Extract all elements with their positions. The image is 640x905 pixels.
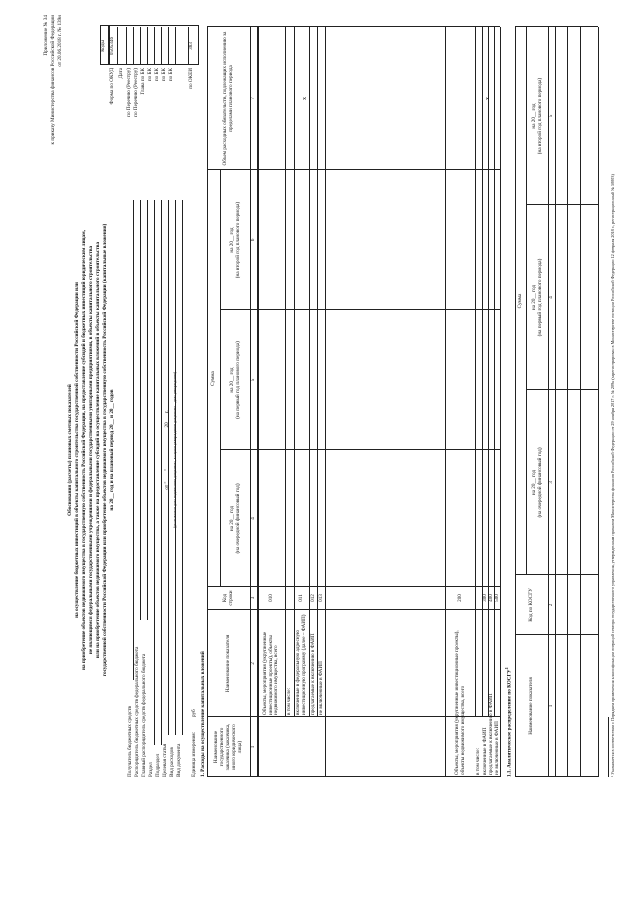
s1-total-including: в том числе: bbox=[475, 747, 482, 775]
s1-row-all-objects: Объекты, мероприятия (укрупненные инвестиционные проекты), объекты недвижимого имущества, всего bbox=[261, 631, 280, 715]
s1-total-all-objects-code: 200 bbox=[456, 594, 463, 602]
codes-form-label: Форма по ОКУД bbox=[109, 68, 115, 105]
s1-colnum-3: 3 bbox=[250, 596, 257, 600]
s1-limits-x-1: х bbox=[302, 97, 309, 100]
s1-row-all-objects-code: 010 bbox=[267, 594, 274, 602]
title-line-3: на приобретение объектов недвижимого имущества в государственную собственность Российской Федерации, на предоставление субсидий и бюджетных инвестиций юридическим лицам, bbox=[81, 230, 87, 670]
section11-title: 1.1. Аналитическое распределение по КОСГУ$^1$ bbox=[504, 667, 513, 777]
s1-head-year3: на 20__ год (на второй год планового периода) bbox=[228, 201, 241, 279]
title-line-2: на осуществление бюджетных инвестиций в объекты капитального строительства государственной собственности Российской Федерации или bbox=[74, 282, 80, 618]
title-line-5: или на приобретение объектов недвижимого имущества, а также на предоставление субсидий на осуществление капитальных вложений в объекты капитального строительства bbox=[95, 241, 101, 659]
s1-head-indicator: Наименование показателя bbox=[225, 634, 232, 693]
s1-head-row-code: Код строки bbox=[222, 590, 234, 606]
s1-head-limits: Объем расходных обязательств, подлежащих исполнению за пределами планового периода bbox=[222, 31, 234, 166]
codes-okei-value: 383 bbox=[188, 42, 194, 50]
field-distributor-label: Распорядитель бюджетных средств федерального бюджета bbox=[134, 646, 140, 777]
s1-total-faip-code: 300 bbox=[481, 594, 488, 602]
field-recipient-label: Получатель бюджетных средств bbox=[127, 706, 133, 777]
s1-head-gov-customer: Наименование государственного заказчика (заказчика, иного юридического лица) bbox=[213, 723, 243, 771]
s1-head-year1: на 20__ год (на очередной финансовый год) bbox=[228, 483, 241, 554]
s11-head-year2: на 20__ год (на первый год планового периода) bbox=[530, 258, 543, 337]
field-units-label: Единица измерения: bbox=[191, 731, 197, 777]
s1-head-year2: на 20__ год (на первый год планового периода) bbox=[228, 341, 241, 419]
s1-row-proposed: предлагаемые к включению в ФАИП bbox=[309, 633, 316, 715]
title-line-4: не являющимся федеральными государственными учреждениями и федеральными государственными унитарными предприятиями, в объекты капитального строительства bbox=[88, 245, 94, 655]
s1-row-not-included-code: 013 bbox=[317, 594, 324, 602]
s11-colnum-3: 3 bbox=[548, 481, 555, 484]
s11-head-kosgu: Код по КОСГУ bbox=[528, 588, 535, 622]
s1-total-not-included: не включенные в ФАИП bbox=[493, 721, 500, 775]
s1-colnum-5: 5 bbox=[250, 378, 257, 382]
footnote: ¹ Указывается в соответствии с Порядком применения классификации операций сектора государственного управления, утвержденным приказом Министерства финансов Российской Федерации от 29 ноября 2017 г. № 209н (зарегистрирован в Министерстве юстиции Российской Федерации 12 февраля 2018 г., регистрационный № 50003) bbox=[610, 174, 615, 777]
s1-row-including: в том числе: bbox=[286, 687, 293, 715]
s11-head-year3: на 20__ год (на второй год планового периода) bbox=[530, 77, 543, 155]
field-units-value: руб bbox=[191, 709, 197, 717]
field-doc-type-label: Вид документа bbox=[176, 743, 182, 777]
s11-colnum-4: 4 bbox=[548, 296, 555, 299]
s1-colnum-4: 4 bbox=[250, 517, 257, 520]
codes-bk3-label: по БК bbox=[161, 68, 167, 82]
s1-row-faip-code: 011 bbox=[298, 594, 305, 602]
field-subsection-label: Подраздел bbox=[155, 753, 161, 777]
appendix-order: к приказу Министерства финансов Российской Федерации bbox=[50, 15, 56, 145]
s1-total-all-objects: Объекты, мероприятия (укрупненные инвестиционные проекты), объекты недвижимого имущества, всего bbox=[453, 630, 466, 775]
field-section-label: Раздел bbox=[148, 762, 154, 777]
title-line-7: на 20__ год и на плановый период 20__ и 20__ годов bbox=[109, 389, 115, 511]
s11-colnum-2: 2 bbox=[548, 603, 555, 607]
codes-bk1-label: по БК bbox=[147, 68, 153, 82]
field-main-distributor-label: Главный распорядитель средств федерального бюджета bbox=[141, 653, 147, 777]
codes-okei-label: по ОКЕИ bbox=[188, 68, 194, 89]
s1-colnum-7: 7 bbox=[250, 97, 257, 100]
s1-total-proposed: предлагаемые к включению в ФАИП bbox=[487, 693, 494, 775]
codes-title: Коды bbox=[100, 40, 106, 52]
s1-colnum-2: 2 bbox=[250, 662, 257, 665]
appendix-number: Приложение № 34 bbox=[43, 15, 49, 56]
s11-head-sum: Сумма bbox=[517, 293, 524, 309]
section11-title-sup: 1 bbox=[504, 667, 509, 670]
field-target-article-label: Целевая статья bbox=[162, 743, 168, 777]
codes-reestr2-label: по Перечню (Реестру) bbox=[133, 68, 139, 117]
codes-bk2-label: по БК bbox=[154, 68, 160, 82]
s11-colnum-1: 1 bbox=[548, 704, 555, 708]
s11-head-year1: на 20__ год (на очередной финансовый год) bbox=[530, 447, 543, 518]
section1-title: 1. Расходы на осуществление капитальных вложений bbox=[200, 651, 206, 777]
codes-reestr1-label: по Перечню (Реестру) bbox=[126, 68, 132, 117]
title-line-1: Обоснования (расчеты) плановых сметных показателей bbox=[67, 384, 73, 516]
s11-head-indicator: Наименование показателя bbox=[528, 677, 535, 735]
s1-total-faip: включенные в ФАИП bbox=[481, 727, 488, 775]
title-line-6: государственной собственности Российской Федерации или приобретение объектов недвижимого имущества в государственную собственность Российской Федерации (капитальные вложения) bbox=[102, 223, 108, 677]
s1-limits-x-2: х bbox=[484, 97, 491, 100]
codes-bk4-label: по БК bbox=[168, 68, 174, 82]
codes-date-label: Дата bbox=[118, 68, 124, 79]
s11-colnum-5: 5 bbox=[548, 114, 555, 118]
s1-row-proposed-code: 012 bbox=[309, 594, 316, 602]
s1-total-not-included-code: 500 bbox=[493, 594, 500, 602]
title-date-line: от "____" _______________ 20___ г. bbox=[164, 410, 170, 490]
s1-total-proposed-code: 400 bbox=[487, 594, 494, 602]
s1-head-sum: Сумма bbox=[210, 371, 217, 386]
s1-colnum-1: 1 bbox=[250, 745, 257, 749]
title-date-note: (указывается дата подписания документа, в случае утверждения документа – дата утверждения) bbox=[173, 372, 177, 528]
codes-form-value: 0505346 bbox=[109, 36, 115, 56]
s1-row-faip: включенные в федеральную адресную инвестиционную программу (далее – ФАИП) bbox=[295, 614, 307, 715]
s1-colnum-6: 6 bbox=[250, 238, 257, 242]
s1-row-not-included: не включенные в ФАИП bbox=[317, 661, 324, 715]
codes-glava-label: Глава по БК bbox=[140, 68, 146, 95]
field-expense-type-label: Вид расходов bbox=[169, 747, 175, 777]
appendix-date: от 20.06.2018 г. № 139н bbox=[57, 15, 63, 67]
